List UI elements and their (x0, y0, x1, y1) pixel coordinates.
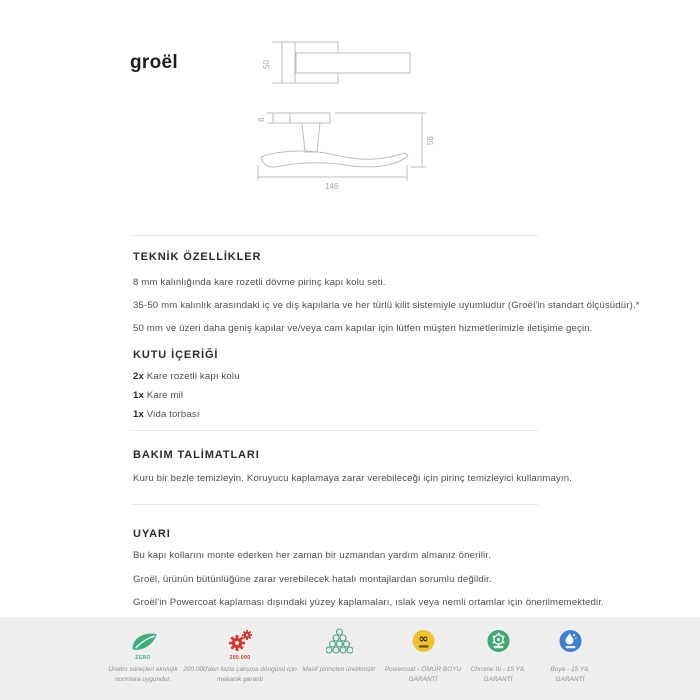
badge-caption: Masif pirinçten üretilmiştir (302, 666, 376, 673)
section-title-warning: UYARI (133, 528, 171, 540)
spec-paragraph: 35-50 mm kalınlık arasındaki iç ve dış kapılarla ve her türlü kilit sistemiyle uyumludur (Groël'in standart ölçüsüdür).* (133, 300, 640, 311)
spec-paragraph: 50 mm ve üzeri daha geniş kapılar ve/veya cam kapılar için lütfen müşteri hizmetlerimizle iletişime geçin. (133, 323, 593, 334)
badge-caption: Powercoat - ÖMÜR BOYU GARANTİ (384, 666, 462, 683)
badge-powercoat-warranty (381, 628, 466, 685)
chrome-emblem-icon (486, 628, 510, 654)
divider (131, 430, 538, 431)
paint-drop-icon (558, 628, 582, 654)
badge-mechanical-warranty (181, 628, 299, 685)
maintenance-paragraph: Kuru bir bezle temizleyin. Koruyucu kaplamaya zarar verebileceği için pirinç temizleyici kullanmayın. (133, 473, 573, 484)
dim-label-58: 58 (426, 136, 435, 145)
badge-paint-warranty (538, 628, 603, 685)
badge-sub-label: 200.000 (229, 655, 251, 661)
dim-label-50: 50 (262, 60, 271, 69)
powercoat-infinity-icon (411, 628, 435, 654)
section-title-maintenance: BAKIM TALİMATLARI (133, 449, 260, 461)
item-quantity: 1x (133, 390, 144, 401)
badge-sub-label: ZERO (135, 655, 151, 661)
section-title-technical-specs: TEKNİK ÖZELLİKLER (133, 251, 262, 263)
item-quantity: 1x (133, 409, 144, 420)
warning-paragraph: Groël'in Powercoat kaplaması dışındaki yüzey kaplamaları, ıslak veya nemli ortamlar için önerilmemektedir. (133, 597, 604, 608)
spec-paragraph: 8 mm kalınlığında kare rozetli dövme pirinç kapı kolu seti. (133, 277, 386, 288)
badge-chrome-warranty (461, 628, 536, 685)
badge-eco (96, 628, 191, 685)
box-content-item (133, 409, 200, 420)
badge-caption: 200.000'den fazla çalışma döngüsü için mekanik garanti (183, 666, 297, 683)
warning-paragraph: Groël, ürünün bütünlüğüne zarar verebilecek hatalı montajlardan sorumlu değildir. (133, 574, 492, 585)
divider (131, 504, 538, 505)
eco-leaf-icon (129, 628, 157, 654)
brass-pyramid-icon (326, 628, 353, 654)
brand-logo: groël (130, 52, 178, 73)
dim-label-146: 146 (325, 182, 339, 191)
item-quantity: 2x (133, 371, 144, 382)
handle-top-view-drawing (255, 36, 420, 91)
gears-icon (227, 628, 254, 654)
box-content-item (133, 390, 183, 401)
divider (131, 235, 538, 236)
badge-caption: Boya - 15 YIL GARANTİ (550, 666, 590, 683)
item-label: Vida torbası (143, 409, 200, 420)
dim-label-8: 8 (257, 117, 266, 122)
badge-caption: Üretim süreçleri ekolojik normlara uygundur. (108, 666, 178, 683)
badge-caption: Chrome III - 15 YIL GARANTİ (470, 666, 526, 683)
badge-solid-brass (299, 628, 379, 675)
item-label: Kare mil (143, 390, 184, 401)
warning-paragraph: Bu kapı kollarını monte ederken her zaman bir uzmandan yardım almanız önerilir. (133, 550, 491, 561)
handle-side-view-drawing (255, 105, 435, 195)
svg-text:∞: ∞ (418, 631, 428, 646)
item-label: Kare rozetli kapı kolu (143, 371, 240, 382)
section-title-box-contents: KUTU İÇERİĞİ (133, 349, 219, 361)
box-content-item (133, 371, 240, 382)
